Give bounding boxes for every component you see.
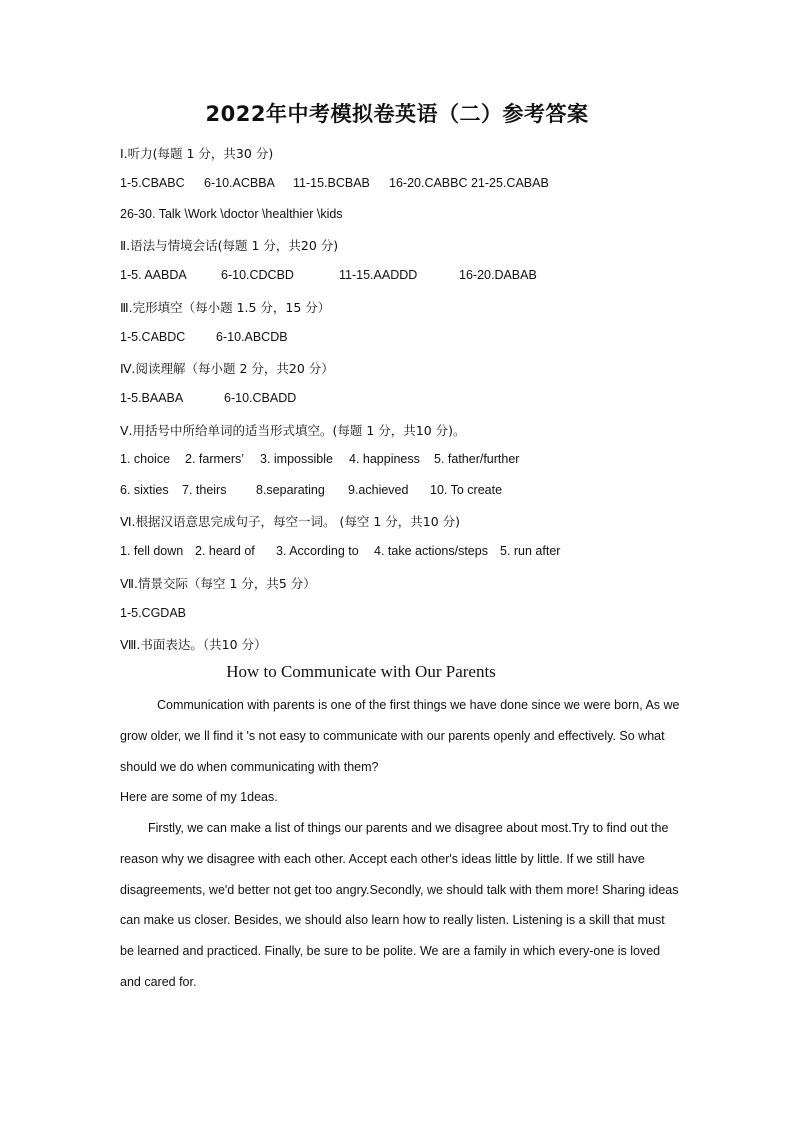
answer-item: 16-20.DABAB <box>459 268 537 282</box>
section-heading-word-forms: Ⅴ.用括号中所给单词的适当形式填空。(每题 1 分，共10 分)。 <box>120 423 466 438</box>
answer-item: 11-15.AADDD <box>339 268 418 282</box>
answer-item: 3. impossible <box>260 452 333 466</box>
answer-item: 4. take actions/steps <box>374 544 488 558</box>
answer-item: 1-5.BAABA <box>120 391 184 405</box>
answer-item: 6-10.CBADD <box>224 391 297 405</box>
answer-item: 1-5.CBABC <box>120 176 185 190</box>
answer-row <box>120 452 519 466</box>
section-heading-listening: Ⅰ.听力(每题 1 分，共30 分) <box>120 146 274 161</box>
answer-item: 1-5.CABDC <box>120 330 186 344</box>
answer-row <box>120 606 186 620</box>
section-heading-cloze: Ⅲ.完形填空（每小题 1.5 分，15 分） <box>120 300 331 315</box>
section-heading-translation: Ⅵ.根据汉语意思完成句子，每空一词。 (每空 1 分，共10 分) <box>120 514 461 529</box>
section-heading-reading: Ⅳ.阅读理解（每小题 2 分，共20 分） <box>120 361 334 376</box>
answer-row <box>120 544 560 558</box>
answer-row <box>120 176 549 190</box>
page-title: 2022年中考模拟卷英语（二）参考答案 <box>205 102 589 126</box>
answer-item: 1. fell down <box>120 544 184 558</box>
answer-item: 5. father/further <box>434 452 520 466</box>
answer-item: 6-10.ACBBA <box>204 176 275 190</box>
answer-item: 6-10.CDCBD <box>221 268 294 282</box>
answer-row <box>120 483 502 497</box>
answer-item: 5. run after <box>500 544 561 558</box>
section-heading-writing: Ⅷ.书面表达。（共10 分） <box>120 637 267 652</box>
answer-item: 8.separating <box>256 483 325 497</box>
answer-item: 16-20.CABBC 21-25.CABAB <box>389 176 549 190</box>
answer-item: 26-30. Talk \Work \doctor \healthier \kids <box>120 207 343 221</box>
answer-row <box>120 268 537 282</box>
answer-item: 1. choice <box>120 452 171 466</box>
answer-item: 11-15.BCBAB <box>293 176 370 190</box>
answer-item: 6. sixties <box>120 483 169 497</box>
answer-row <box>120 391 296 405</box>
answer-item: 1-5. AABDA <box>120 268 187 282</box>
answer-item: 4. happiness <box>349 452 420 466</box>
answer-item: 2. farmers’ <box>185 452 245 466</box>
answer-row <box>120 330 288 344</box>
section-heading-grammar: Ⅱ.语法与情境会话(每题 1 分，共20 分) <box>120 238 339 253</box>
essay-paragraph: Here are some of my 1deas. <box>120 790 278 804</box>
answer-row <box>120 207 343 221</box>
answer-item: 2. heard of <box>195 544 255 558</box>
answer-item: 7. theirs <box>182 483 227 497</box>
section-heading-dialogue: Ⅶ.情景交际（每空 1 分，共5 分） <box>120 576 316 591</box>
answer-item: 9.achieved <box>348 483 409 497</box>
essay-title: How to Communicate with Our Parents <box>226 662 496 681</box>
answer-item: 3. According to <box>276 544 359 558</box>
answer-item: 6-10.ABCDB <box>216 330 288 344</box>
answer-item: 1-5.CGDAB <box>120 606 186 620</box>
answer-item: 10. To create <box>430 483 503 497</box>
essay-paragraph: Firstly, we can make a list of things our parents and we disagree about most.Try to find out the reason why we disagree with each other. Accept each other's ideas little by little. If we still have disagreements, we'd better not get too angry.Secondly, we should talk with them more! Sharing ideas can make us closer. Besides, we should also learn how to really listen. Listening is a skill that must be learned and practiced. Finally, be sure to be polite. We are a family in which every-one is loved and cared for. <box>120 821 679 989</box>
essay-paragraph: Communication with parents is one of the first things we have done since we were born, As we grow older, we ll find it 's not easy to communicate with our parents openly and effectively. So what should we do when communicating with them? <box>120 698 680 774</box>
